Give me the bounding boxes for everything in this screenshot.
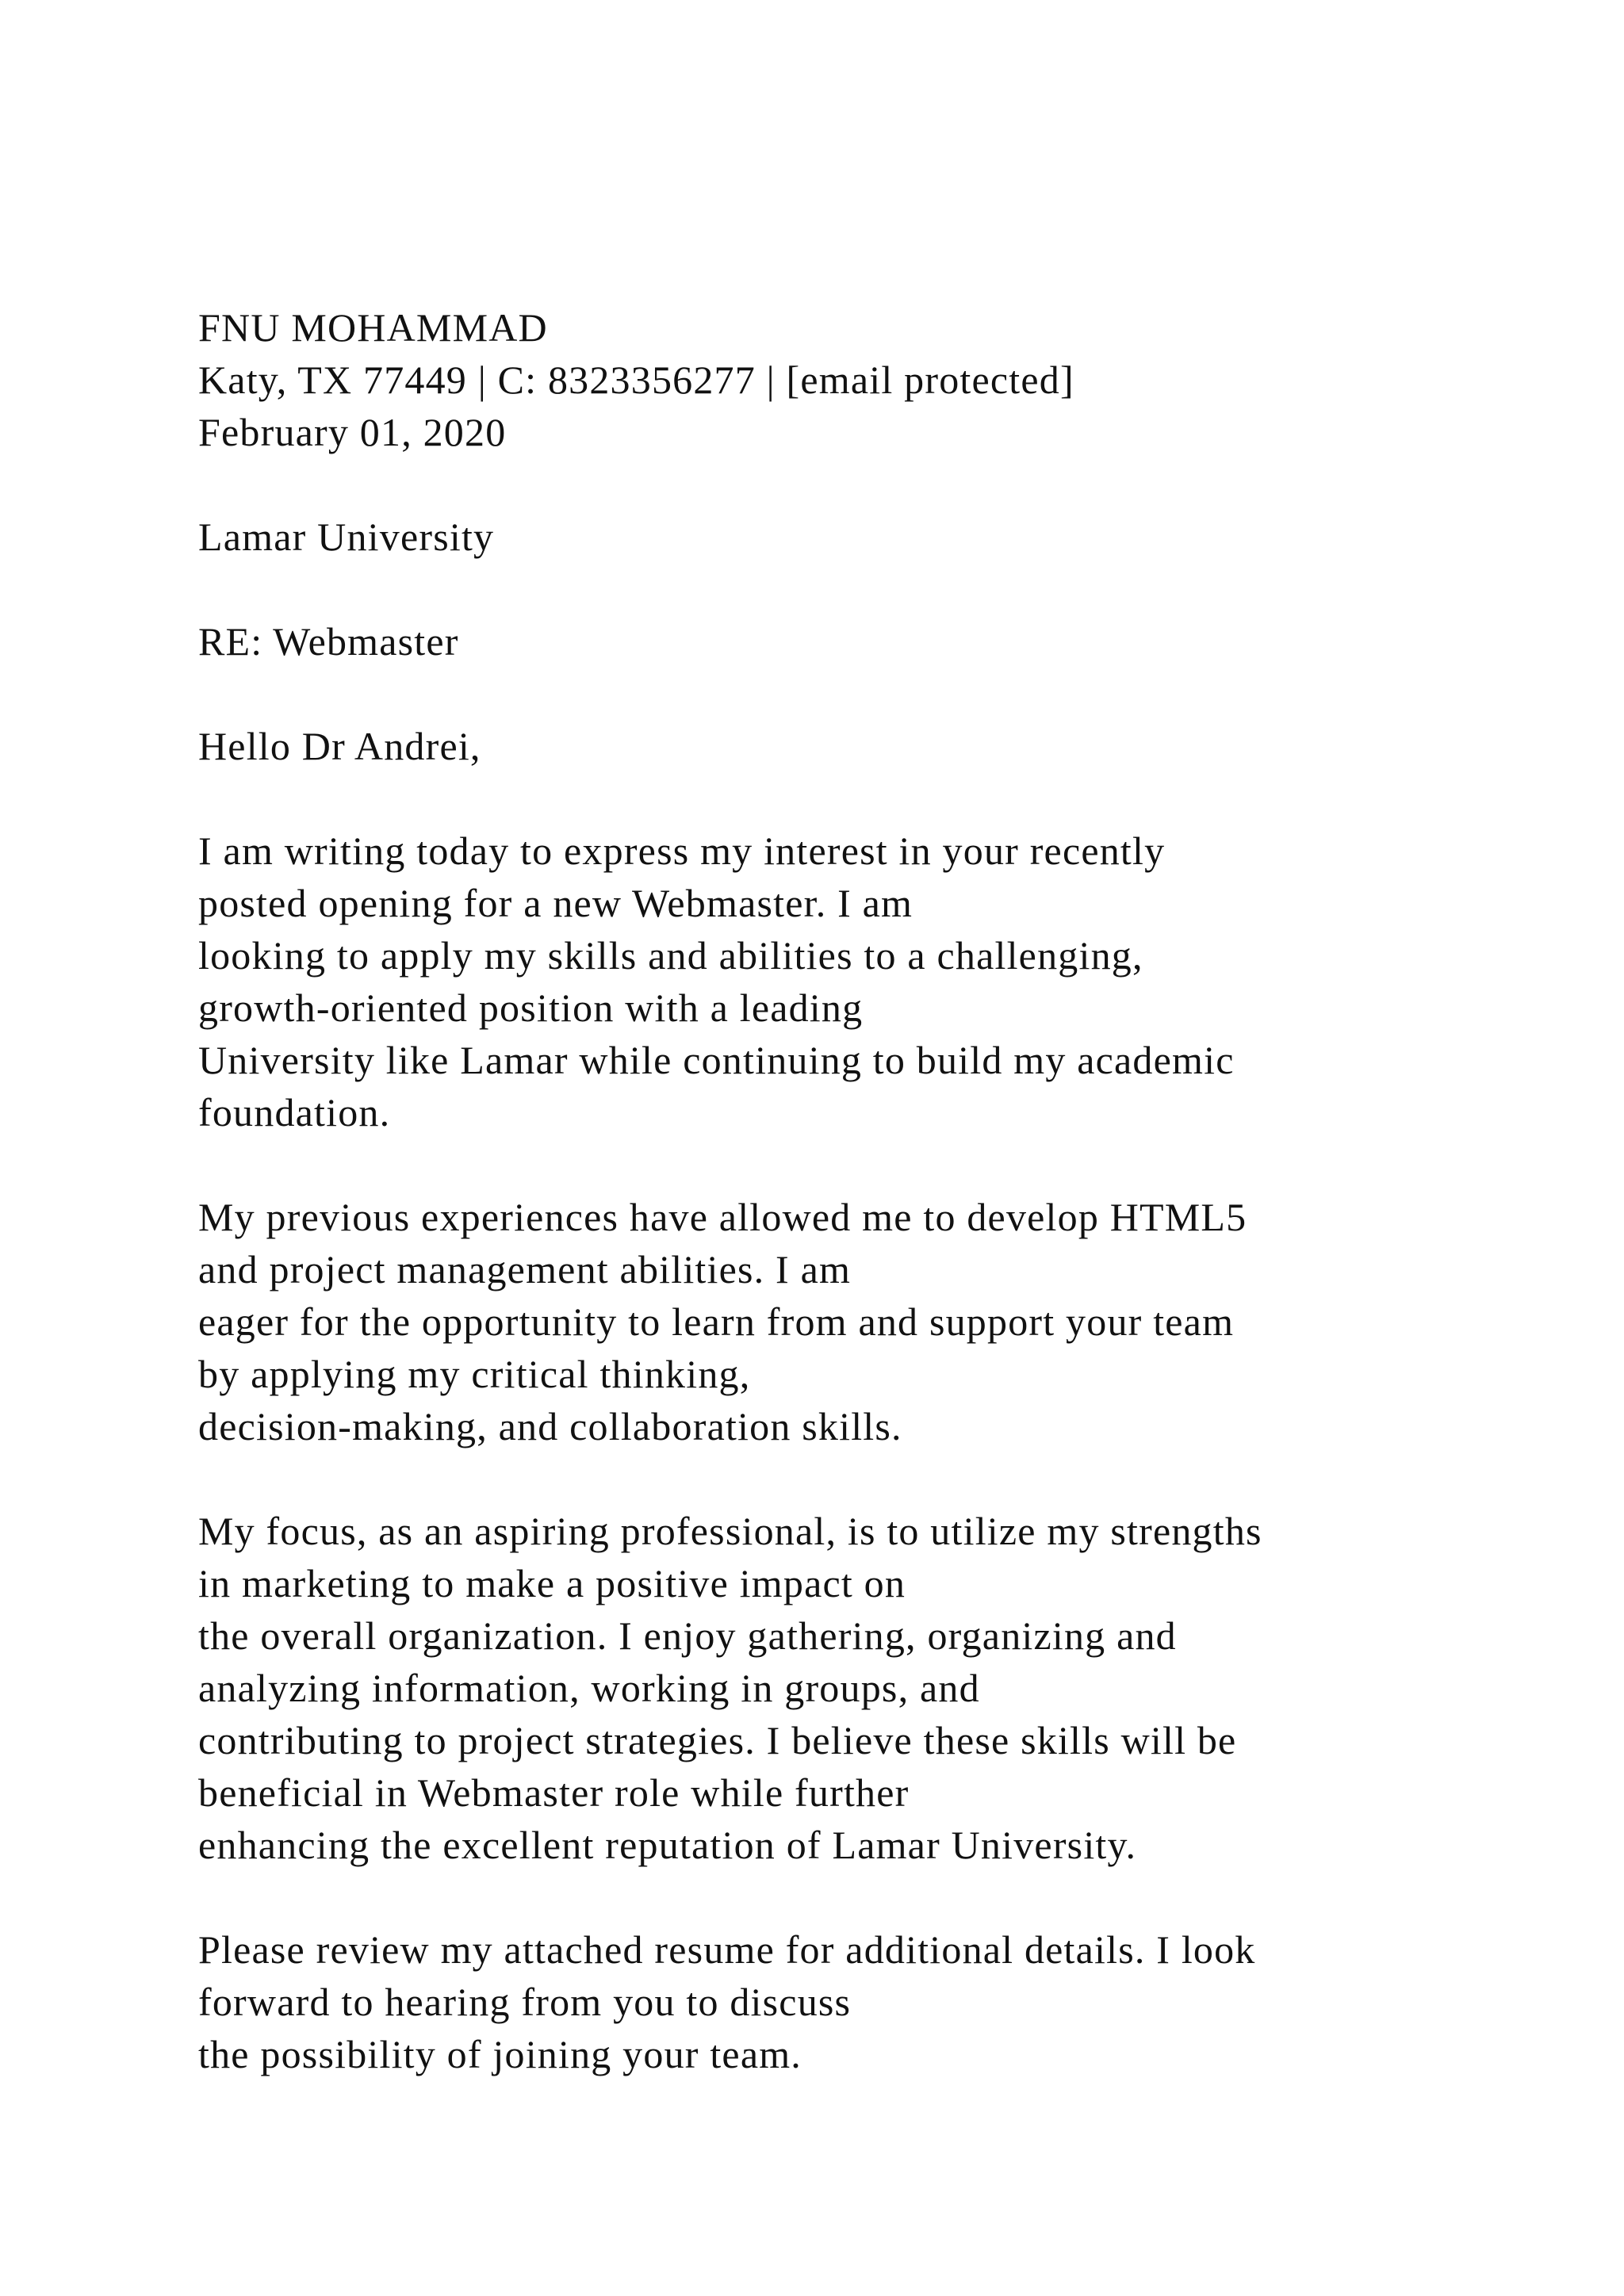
paragraph-focus [198,1505,1546,1871]
paragraph-line: I am writing today to express my interest in your recently [198,828,1166,873]
spacer [198,772,1546,825]
paragraph-line: enhancing the excellent reputation of Lamar University. [198,1823,1137,1867]
paragraph-line: foundation. [198,1090,391,1135]
paragraph-line: contributing to project strategies. I believe these skills will be [198,1718,1237,1762]
paragraph-line: University like Lamar while continuing to build my academic [198,1038,1235,1082]
sender-contact: Katy, TX 77449 | C: 8323356277 | [email protected] [198,358,1074,402]
letter-body [198,301,1546,2080]
spacer [198,563,1546,615]
paragraph-line: the possibility of joining your team. [198,2032,802,2076]
letter-date: February 01, 2020 [198,410,507,454]
paragraph-interest [198,825,1546,1138]
spacer [198,1452,1546,1505]
paragraph-line: posted opening for a new Webmaster. I am [198,881,914,925]
paragraph-line: the overall organization. I enjoy gathering, organizing and [198,1613,1177,1658]
spacer [198,668,1546,720]
spacer [198,1138,1546,1191]
paragraph-line: by applying my critical thinking, [198,1352,751,1396]
paragraph-line: growth-oriented position with a leading [198,985,864,1030]
paragraph-line: decision-making, and collaboration skills. [198,1404,902,1448]
recipient-name: Lamar University [198,515,495,559]
subject-line: RE: Webmaster [198,619,459,664]
paragraph-line: My focus, as an aspiring professional, is to utilize my strengths [198,1509,1262,1553]
paragraph-line: My previous experiences have allowed me to develop HTML5 [198,1195,1247,1239]
paragraph-line: Please review my attached resume for additional details. I look [198,1927,1256,1972]
paragraph-line: analyzing information, working in groups, and [198,1666,980,1710]
sender-name: FNU MOHAMMAD [198,305,548,350]
paragraph-closing [198,1923,1546,2080]
paragraph-line: forward to hearing from you to discuss [198,1980,852,2024]
paragraph-line: looking to apply my skills and abilities to a challenging, [198,933,1143,978]
spacer [198,458,1546,511]
spacer [198,1871,1546,1923]
paragraph-line: beneficial in Webmaster role while further [198,1770,910,1815]
paragraph-line: in marketing to make a positive impact on [198,1561,906,1605]
paragraph-line: and project management abilities. I am [198,1247,852,1292]
paragraph-experience [198,1191,1546,1452]
greeting: Hello Dr Andrei, [198,724,481,768]
paragraph-line: eager for the opportunity to learn from and support your team [198,1299,1235,1344]
